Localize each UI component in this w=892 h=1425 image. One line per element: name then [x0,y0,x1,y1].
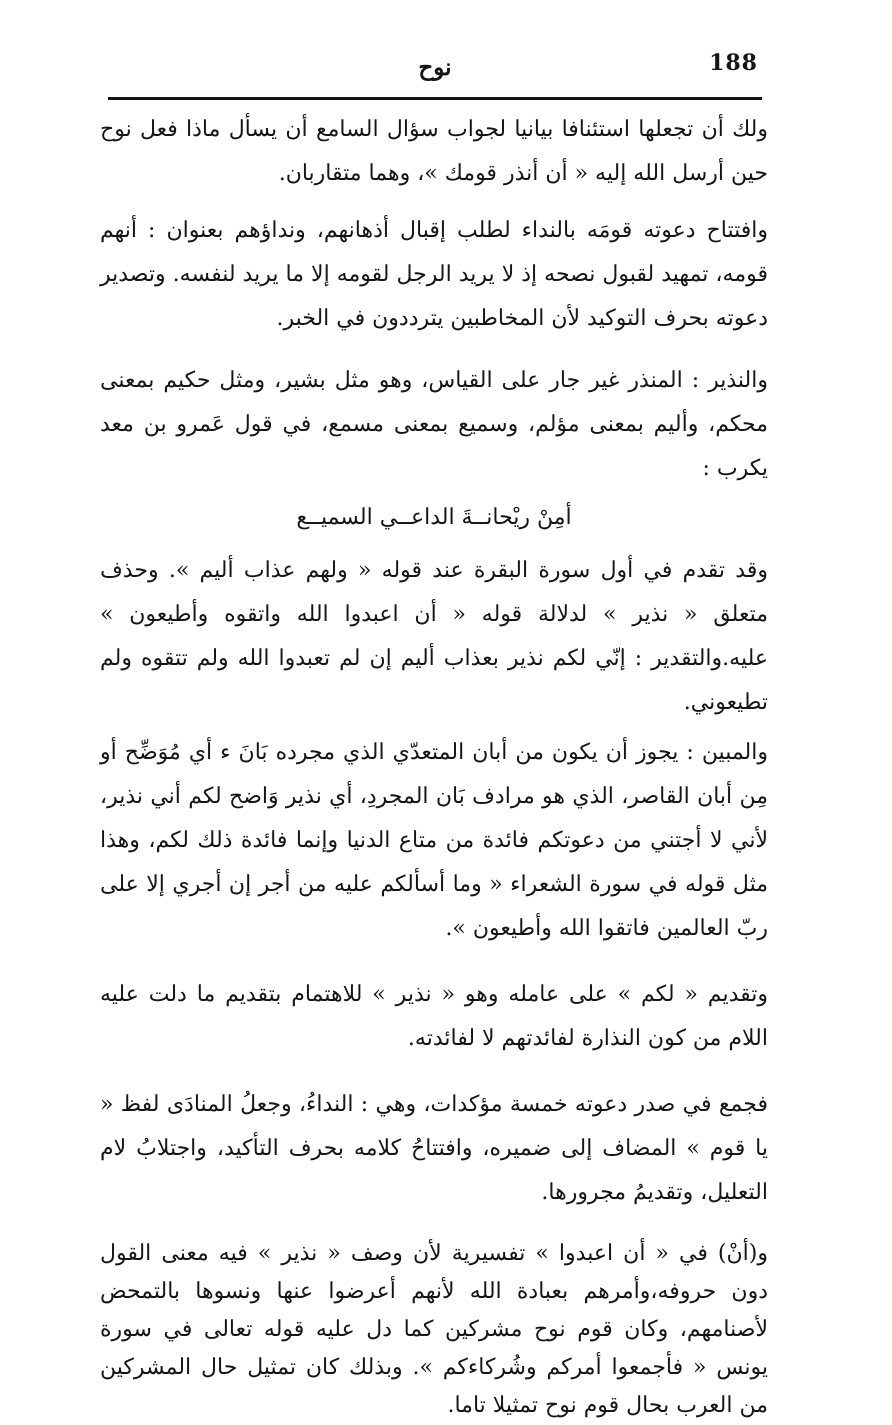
paragraph-6: وتقديم « لكم » على عامله وهو « نذير » للاهتمام بتقديم ما دلت عليه اللام من كون النذارة لفائدتهم لا لفائدته. [100,982,768,1051]
page-header [108,50,762,96]
paragraph-8: و(أنْ) في « أن اعبدوا » تفسيرية لأن وصف « نذير » فيه معنى القول دون حروفه،وأمرهم بعبادة الله لأنهم أعرضوا عنها ونسوها بالتمحض لأصنامهم، وكان قوم نوح مشركين كما دل عليه قوله تعالى في سورة يونس « فأجمعوا أمركم وشُركاءكم ». وبذلك كان تمثيل حال المشركين من العرب بحال قوم نوح تمثيلا تاما. [100,1241,768,1418]
poetry-verse: أمِنْ ريْحانــةَ الداعــي السميــع [296,505,572,530]
page-number: 188 [709,50,758,76]
paragraph-2: وافتتاح دعوته قومَه بالنداء لطلب إقبال أذهانهم، ونداؤهم بعنوان : أنهم قومه، تمهيد لقبول نصحه إذ لا يريد الرجل لقومه إلا ما يريد لنفسه. وتصدير دعوته بحرف التوكيد لأن المخاطبين يترددون في الخبر. [100,218,768,331]
body-text [100,108,768,1425]
paragraph-4: وقد تقدم في أول سورة البقرة عند قوله « ولهم عذاب أليم ». وحذف متعلق « نذير » لدلالة قوله « أن اعبدوا الله واتقوه وأطيعون » عليه.والتقدير : إنّي لكم نذير بعذاب أليم إن لم تعبدوا الله ولم تتقوه ولم تطيعوني. [100,558,768,715]
paragraph-3: والنذير : المنذر غير جار على القياس، وهو مثل بشير، ومثل حكيم بمعنى محكم، وأليم بمعنى مؤلم، وسميع بمعنى مسمع، في قول عَمرو بن معد يكرب : [100,368,768,481]
paragraph-7: فجمع في صدر دعوته خمسة مؤكدات، وهي : النداءُ، وجعلُ المنادَى لفظ « يا قوم » المضاف إلى ضميره، وافتتاحُ كلامه بحرف التأكيد، واجتلابُ لام التعليل، وتقديمُ مجرورها. [100,1092,768,1205]
running-title: نوح [418,54,452,81]
header-rule [108,97,762,100]
paragraph-5: والمبين : يجوز أن يكون من أبان المتعدّي الذي مجرده بَانَ ء أي مُوَضِّح أو مِن أبان القاصر، الذي هو مرادف بَان المجردِ، أي نذير وَاضح لكم أني نذير، لأني لا أجتني من دعوتكم فائدة من متاع الدنيا وإنما فائدة ذلك لكم، وهذا مثل قوله في سورة الشعراء « وما أسألكم عليه من أجر إن أجري إلا على ربّ العالمين فاتقوا الله وأطيعون ». [100,740,768,941]
paragraph-1: ولك أن تجعلها استئنافا بيانيا لجواب سؤال السامع أن يسأل ماذا فعل نوح حين أرسل الله إليه « أن أنذر قومك »، وهما متقاربان. [100,117,768,186]
